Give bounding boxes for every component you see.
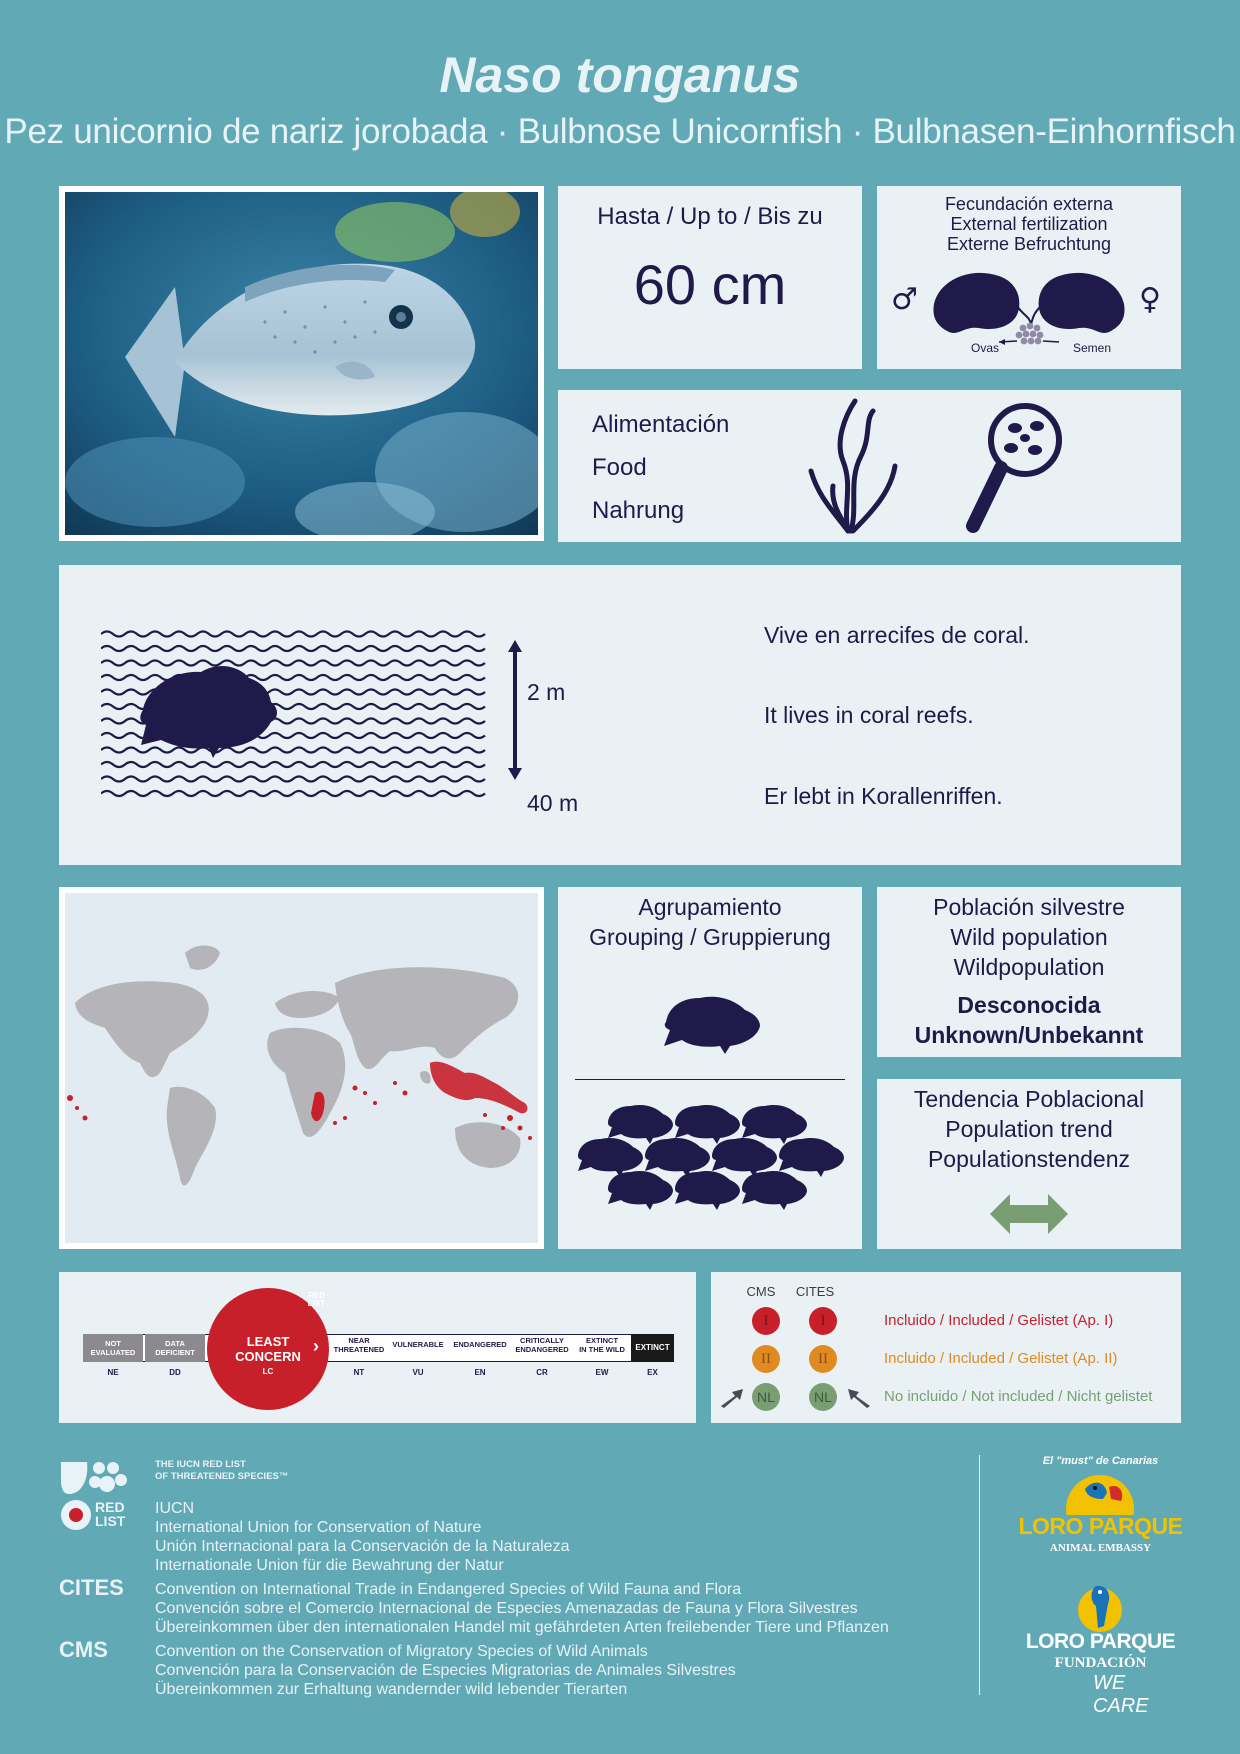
cites-line-3: Übereinkommen über den internationalen Handel mit gefährdeten Arten freilebender Tiere und Pflanzen	[155, 1619, 889, 1636]
cites-line-2: Convención sobre el Comercio Internacional de Especies Amenazadas de Fauna y Flora Silvestres	[155, 1600, 858, 1617]
redlist-caption-2: OF THREATENED SPECIES™	[155, 1471, 289, 1482]
cms-heading: CMS	[59, 1637, 108, 1662]
cites-heading: CITES	[59, 1575, 124, 1600]
wild-population-status-en-de: Unknown/Unbekannt	[914, 1022, 1144, 1048]
male-symbol: ♂	[891, 282, 918, 317]
food-label-es: Alimentación	[592, 411, 730, 438]
code-en: EN	[474, 1368, 486, 1377]
fundacion-parrot-icon	[1070, 1580, 1130, 1632]
iucn-line-4: Internationale Union für die Bewahrung der Natur	[155, 1557, 504, 1574]
code-ne: NE	[107, 1368, 119, 1377]
cites-ap2-dot: II	[809, 1345, 837, 1373]
food-panel	[558, 390, 1181, 542]
stable-arrow-icon	[990, 1193, 1068, 1235]
fish-photo-image	[65, 192, 538, 535]
wave-line	[101, 791, 485, 796]
population-trend-panel	[877, 1079, 1181, 1249]
redlist-caption-1: THE IUCN RED LIST	[155, 1459, 246, 1470]
reproduction-line-1: Fecundación externa	[944, 194, 1114, 214]
cites-column-label: CITES	[795, 1284, 835, 1299]
trend-title-de: Populationstendenz	[927, 1146, 1131, 1172]
category-vu: VULNERABLE	[392, 1340, 444, 1349]
size-value: 60 cm	[633, 253, 787, 316]
fish-photo	[59, 186, 544, 541]
semen-label: Semen	[1073, 341, 1112, 355]
cms-line-2: Convención para la Conservación de Especies Migratorias de Animales Silvestres	[155, 1662, 736, 1679]
category-en: ENDANGERED	[453, 1340, 507, 1349]
depth-min: 2 m	[527, 679, 566, 705]
logo-2-tagline: WE CARE	[1093, 1672, 1149, 1717]
size-label: Hasta / Up to / Bis zu	[597, 203, 823, 230]
wild-population-title-de: Wildpopulation	[953, 954, 1105, 980]
wild-population-title-en: Wild population	[950, 924, 1108, 950]
category-cr: CRITICALLY ENDANGERED	[515, 1336, 569, 1354]
iucn-line-1: IUCN	[155, 1500, 195, 1517]
red-list-logo-icon: RED LIST	[307, 1291, 325, 1308]
red-list-panel	[59, 1272, 696, 1423]
iucn-line-3: Unión Internacional para la Conservación de la Naturaleza	[155, 1538, 570, 1555]
wave-line	[101, 661, 485, 666]
cites-pointer-arrow-icon	[846, 1386, 872, 1408]
cites-line-1: Convention on International Trade in Endangered Species of Wild Fauna and Flora	[155, 1581, 742, 1598]
category-ex: EXTINCT	[631, 1334, 674, 1362]
iucn-line-2: International Union for Conservation of Nature	[155, 1519, 482, 1536]
wild-population-status-es: Desconocida	[957, 992, 1101, 1018]
code-ex: EX	[647, 1368, 658, 1377]
seaweed-icon	[803, 396, 903, 536]
species-scientific-name: Naso tonganus	[439, 47, 801, 103]
habitat-text-es: Vive en arrecifes de coral.	[764, 622, 1030, 648]
habitat-text-en: It lives in coral reefs.	[764, 702, 974, 728]
solitary-fish-icon	[660, 992, 764, 1056]
habitat-text-de: Er lebt in Korallenriffen.	[764, 783, 1003, 809]
category-ew: EXTINCT IN THE WILD	[579, 1336, 625, 1354]
size-panel	[558, 186, 862, 369]
food-label-en: Food	[592, 454, 647, 481]
least-concern-label: LEAST CONCERN	[235, 1334, 301, 1364]
loro-parque-logo	[1018, 1455, 1183, 1565]
trend-title-en: Population trend	[945, 1116, 1113, 1142]
footer-divider	[979, 1455, 980, 1695]
cms-line-1: Convention on the Conservation of Migratory Species of Wild Animals	[155, 1643, 648, 1660]
wild-population-panel	[877, 887, 1181, 1057]
cites-status-dot: NL	[809, 1383, 837, 1411]
habitat-panel	[59, 565, 1181, 865]
svg-text:LIST: LIST	[95, 1513, 126, 1529]
depth-max: 40 m	[527, 790, 579, 816]
svg-text:RED: RED	[95, 1499, 125, 1515]
eggs-label: Ovas	[971, 341, 1000, 355]
logo-2-sub: FUNDACIÓN	[1054, 1655, 1147, 1671]
code-vu: VU	[412, 1368, 424, 1377]
spawning-fish-icon	[929, 266, 1129, 346]
grouping-title-es: Agrupamiento	[638, 894, 782, 920]
code-nt: NT	[353, 1368, 365, 1377]
reproduction-panel	[877, 186, 1181, 369]
loro-parque-fundacion-logo	[1018, 1580, 1183, 1717]
food-label-de: Nahrung	[592, 497, 685, 524]
reproduction-line-2: External fertilization	[950, 214, 1108, 234]
wild-population-title-es: Población silvestre	[933, 894, 1125, 920]
species-common-names: Pez unicornio de nariz jorobada · Bulbnose Unicornfish · Bulbnasen-Einhornfisch	[4, 112, 1236, 151]
grouping-title-en-de: Grouping / Gruppierung	[589, 924, 831, 950]
logo-1-sub: ANIMAL EMBASSY	[1049, 1542, 1152, 1554]
least-concern-code: LC	[262, 1367, 274, 1376]
logo-2-name: LORO PARQUE	[1025, 1630, 1176, 1653]
parrot-sun-icon	[1063, 1469, 1138, 1515]
category-nt: NEAR THREATENED	[333, 1336, 385, 1354]
wave-line	[101, 762, 485, 767]
iucn-red-list-logo	[59, 1460, 131, 1532]
cms-pointer-arrow-icon	[719, 1386, 745, 1408]
logo-1-name: LORO PARQUE	[1018, 1513, 1183, 1539]
distribution-map	[59, 887, 544, 1249]
cms-ap1-dot: I	[752, 1307, 780, 1335]
cms-line-3: Übereinkommen zur Erhaltung wandernder wild lebender Tierarten	[155, 1681, 628, 1698]
code-ew: EW	[595, 1368, 609, 1377]
female-symbol: ♀	[1139, 282, 1161, 317]
cms-column-label: CMS	[746, 1284, 776, 1299]
cms-status-dot: NL	[752, 1383, 780, 1411]
wave-line	[101, 632, 485, 637]
grouping-divider	[575, 1079, 845, 1080]
reproduction-line-3: Externe Befruchtung	[946, 234, 1112, 254]
category-ne: NOT EVALUATED	[83, 1334, 143, 1362]
school-fish-icon	[576, 1102, 846, 1242]
code-dd: DD	[169, 1368, 181, 1377]
logo-1-tagline: El "must" de Canarias	[1042, 1455, 1159, 1467]
code-cr: CR	[536, 1368, 548, 1377]
world-map-image	[65, 893, 538, 1243]
trend-title-es: Tendencia Poblacional	[913, 1086, 1145, 1112]
wave-line	[101, 675, 485, 680]
wave-line	[101, 748, 485, 753]
cites-ap1-dot: I	[809, 1307, 837, 1335]
grouping-panel	[558, 887, 862, 1249]
water-depth-icon	[101, 630, 541, 810]
wave-line	[101, 777, 485, 782]
legend-not-included: No incluido / Not included / Nicht gelistet	[884, 1388, 1153, 1405]
wave-line	[101, 646, 485, 651]
cms-ap2-dot: II	[752, 1345, 780, 1373]
plankton-magnifier-icon	[963, 398, 1073, 538]
category-dd: DATA DEFICIENT	[145, 1334, 205, 1362]
arrow-right-icon: ›	[313, 1336, 319, 1356]
legend-ap2: Incluido / Included / Gelistet (Ap. II)	[884, 1350, 1118, 1367]
conventions-panel	[711, 1272, 1181, 1423]
legend-ap1: Incluido / Included / Gelistet (Ap. I)	[884, 1312, 1114, 1329]
